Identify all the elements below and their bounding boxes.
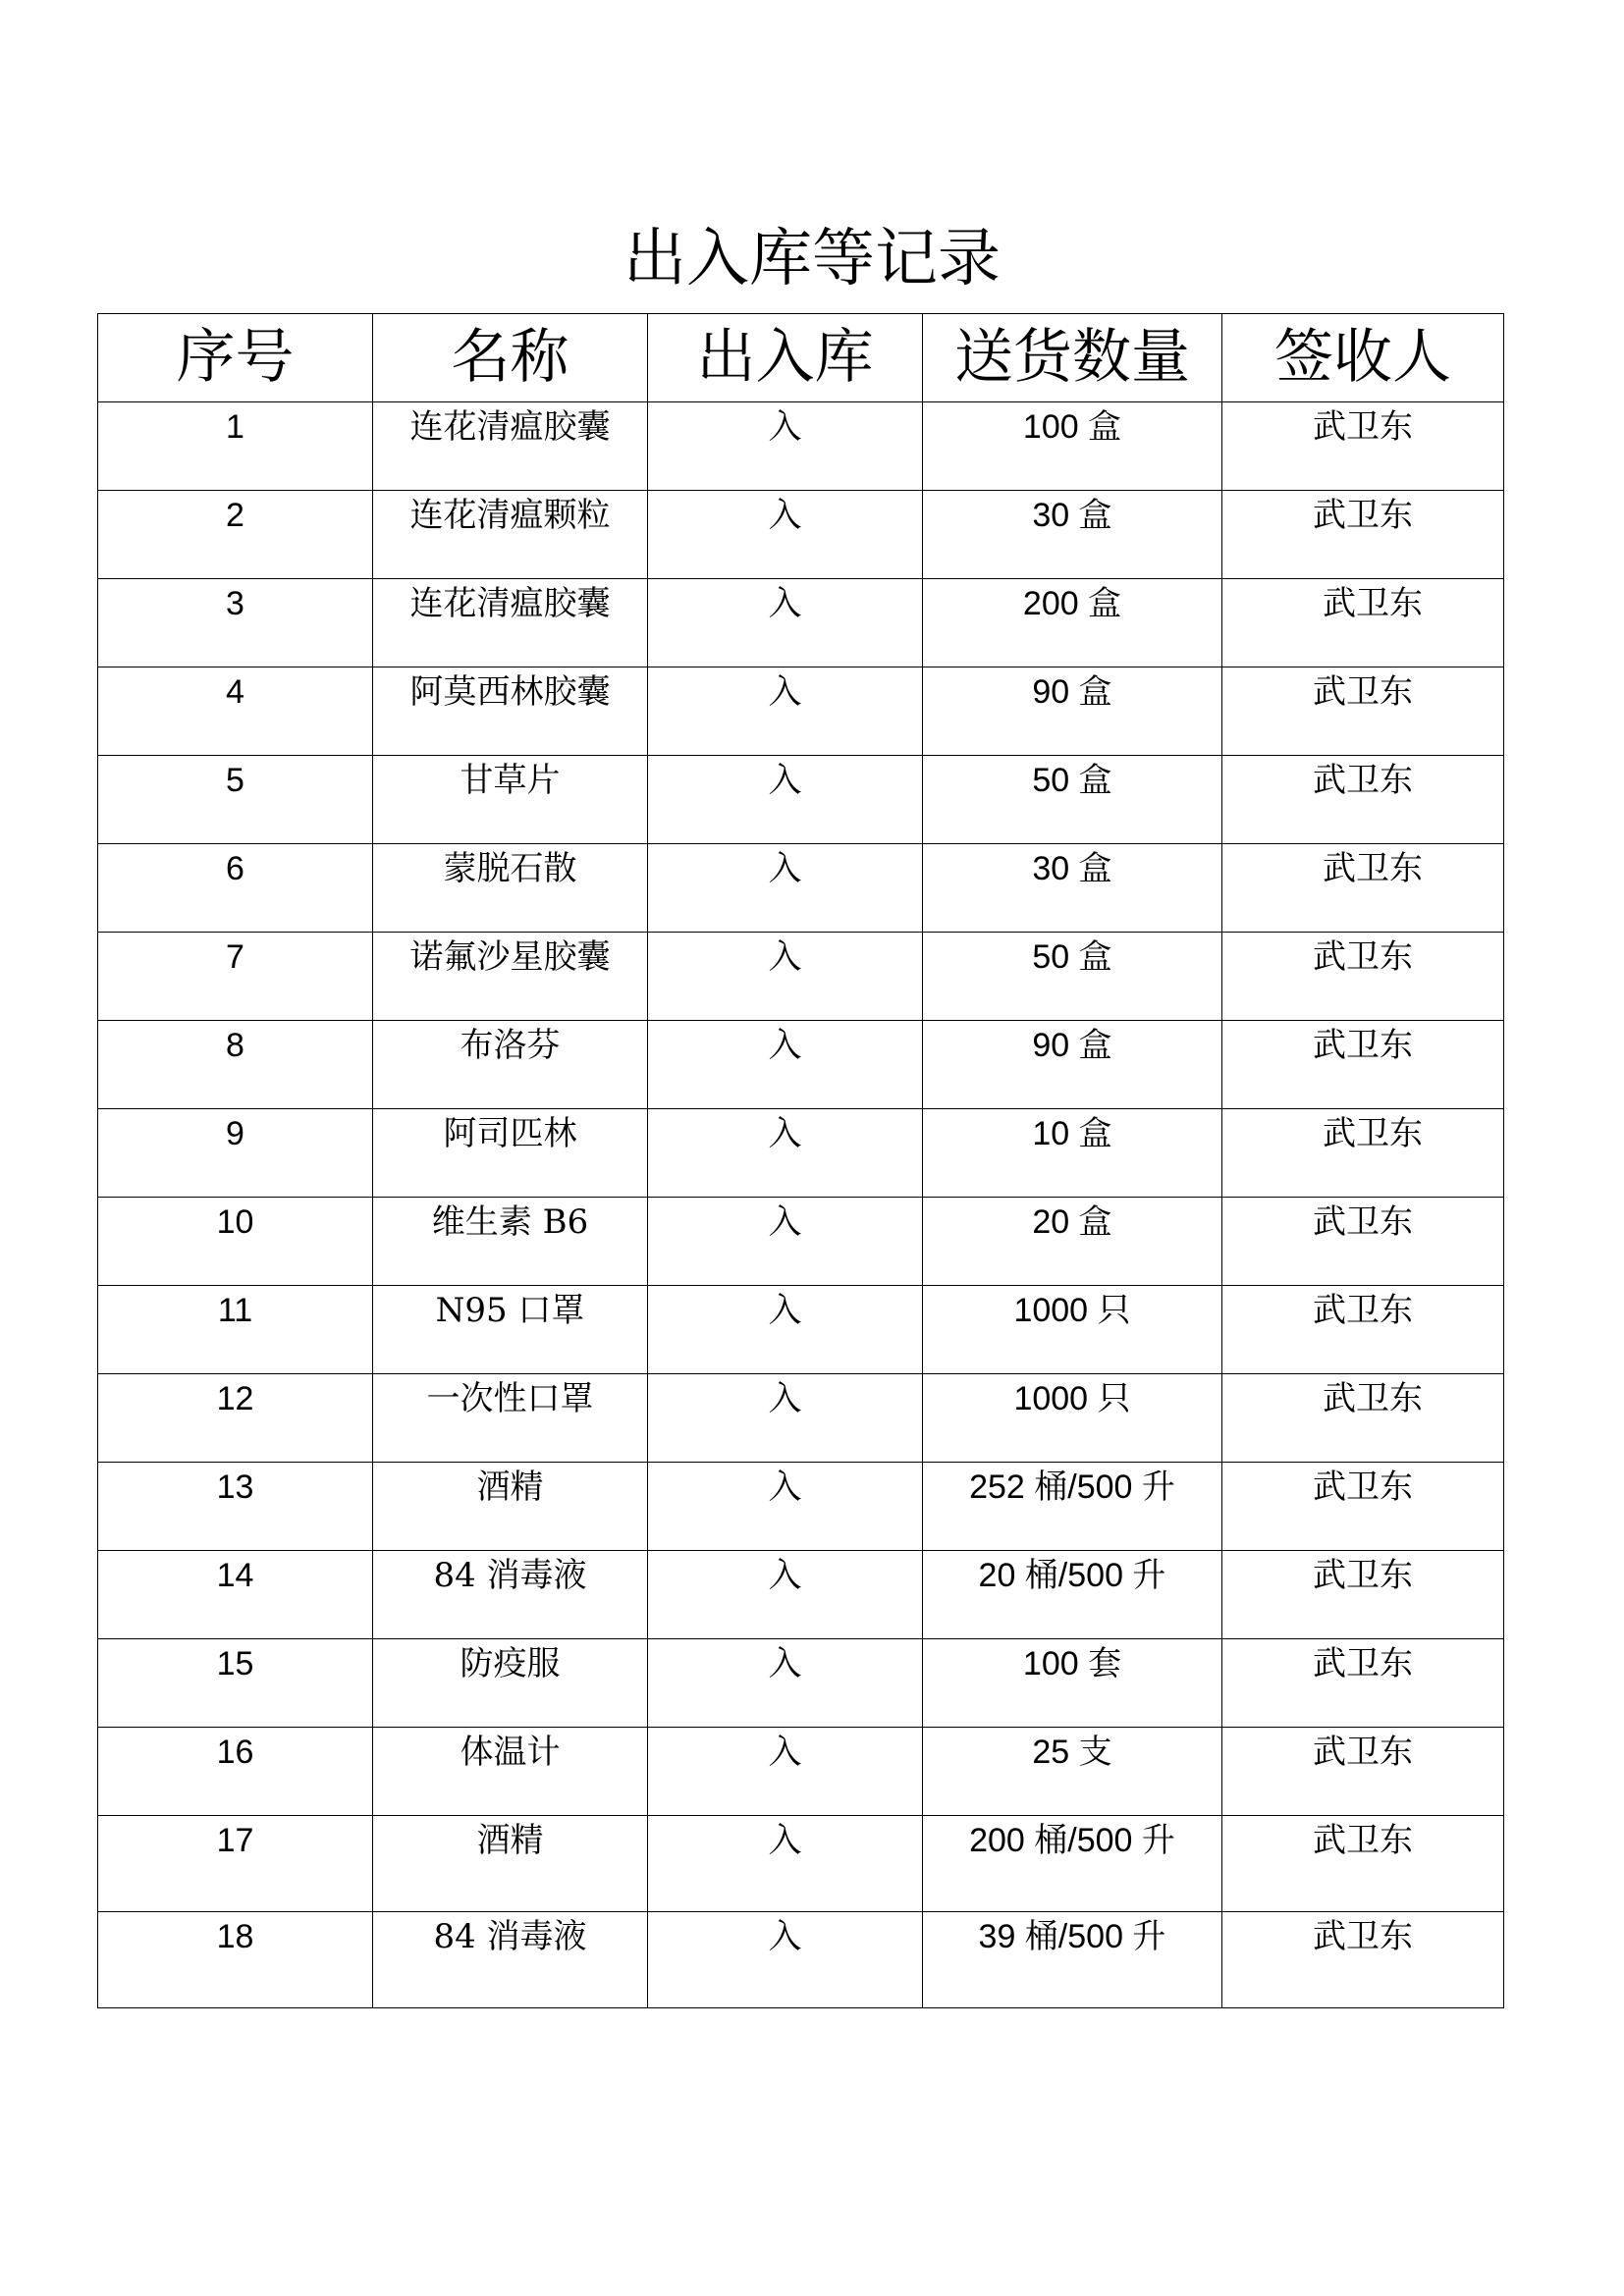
cell-signer [1222, 1912, 1504, 2008]
inventory-record-table [97, 313, 1504, 2008]
cell-quantity: 200 盒 [923, 579, 1222, 667]
cell-direction: 入 [648, 1109, 923, 1198]
header-quantity: 送货数量 [923, 314, 1222, 402]
table-row [98, 491, 1504, 579]
cell-index: 5 [98, 756, 373, 844]
cell-direction: 入 [648, 1374, 923, 1463]
cell-signer [1222, 1639, 1504, 1728]
cell-index: 10 [98, 1198, 373, 1286]
cell-signer [1222, 667, 1504, 756]
signer-text: 武卫东 [1323, 584, 1423, 623]
cell-index: 18 [98, 1912, 373, 2008]
cell-signer [1222, 1551, 1504, 1639]
cell-quantity: 50 盒 [923, 756, 1222, 844]
cell-index: 7 [98, 933, 373, 1021]
cell-index: 8 [98, 1021, 373, 1109]
cell-quantity: 20 桶/500 升 [923, 1551, 1222, 1639]
table-row [98, 579, 1504, 667]
table-row [98, 1816, 1504, 1912]
table-row [98, 402, 1504, 491]
table-row [98, 667, 1504, 756]
cell-signer [1222, 1816, 1504, 1912]
cell-quantity: 25 支 [923, 1728, 1222, 1816]
cell-name: 连花清瘟胶囊 [373, 402, 648, 491]
cell-index: 1 [98, 402, 373, 491]
cell-signer [1222, 1463, 1504, 1551]
cell-direction: 入 [648, 402, 923, 491]
signer-text: 武卫东 [1313, 1202, 1413, 1242]
cell-name: 布洛芬 [373, 1021, 648, 1109]
table-row [98, 1639, 1504, 1728]
cell-index: 2 [98, 491, 373, 579]
page-title: 出入库等记录 [623, 223, 1001, 295]
cell-name: 一次性口罩 [373, 1374, 648, 1463]
cell-quantity: 90 盒 [923, 667, 1222, 756]
cell-quantity: 10 盒 [923, 1109, 1222, 1198]
cell-signer [1222, 1021, 1504, 1109]
table-row [98, 933, 1504, 1021]
cell-index: 11 [98, 1286, 373, 1374]
cell-direction: 入 [648, 1551, 923, 1639]
cell-quantity: 1000 只 [923, 1286, 1222, 1374]
cell-index: 12 [98, 1374, 373, 1463]
signer-text: 武卫东 [1313, 1026, 1413, 1065]
cell-direction: 入 [648, 1816, 923, 1912]
header-row [98, 314, 1504, 402]
cell-direction: 入 [648, 1021, 923, 1109]
cell-quantity: 30 盒 [923, 844, 1222, 933]
cell-signer [1222, 844, 1504, 933]
signer-text: 武卫东 [1323, 1114, 1423, 1153]
cell-signer [1222, 491, 1504, 579]
cell-index: 4 [98, 667, 373, 756]
cell-name: 蒙脱石散 [373, 844, 648, 933]
cell-quantity: 50 盒 [923, 933, 1222, 1021]
cell-direction: 入 [648, 1198, 923, 1286]
cell-direction: 入 [648, 1912, 923, 2008]
cell-quantity: 39 桶/500 升 [923, 1912, 1222, 2008]
cell-direction: 入 [648, 579, 923, 667]
table-row [98, 1463, 1504, 1551]
cell-name: N95 口罩 [373, 1286, 648, 1374]
cell-direction: 入 [648, 1286, 923, 1374]
signer-text: 武卫东 [1313, 761, 1413, 800]
cell-index: 14 [98, 1551, 373, 1639]
cell-name: 阿莫西林胶囊 [373, 667, 648, 756]
signer-text: 武卫东 [1313, 496, 1413, 535]
cell-signer [1222, 1198, 1504, 1286]
signer-text: 武卫东 [1313, 1821, 1413, 1860]
cell-signer [1222, 1374, 1504, 1463]
cell-signer [1222, 756, 1504, 844]
signer-text: 武卫东 [1313, 1291, 1413, 1330]
header-direction: 出入库 [648, 314, 923, 402]
cell-index: 15 [98, 1639, 373, 1728]
cell-quantity: 30 盒 [923, 491, 1222, 579]
table-row [98, 1728, 1504, 1816]
cell-name: 阿司匹林 [373, 1109, 648, 1198]
cell-signer [1222, 933, 1504, 1021]
cell-name: 防疫服 [373, 1639, 648, 1728]
signer-text: 武卫东 [1313, 1733, 1413, 1772]
signer-text: 武卫东 [1313, 1468, 1413, 1507]
cell-direction: 入 [648, 756, 923, 844]
signer-text: 武卫东 [1323, 849, 1423, 888]
cell-quantity: 20 盒 [923, 1198, 1222, 1286]
cell-name: 84 消毒液 [373, 1912, 648, 2008]
cell-quantity: 200 桶/500 升 [923, 1816, 1222, 1912]
table-row [98, 1286, 1504, 1374]
signer-text: 武卫东 [1313, 1556, 1413, 1595]
cell-direction: 入 [648, 1639, 923, 1728]
table-row [98, 1109, 1504, 1198]
cell-name: 甘草片 [373, 756, 648, 844]
cell-index: 6 [98, 844, 373, 933]
cell-signer [1222, 1728, 1504, 1816]
cell-name: 酒精 [373, 1463, 648, 1551]
cell-direction: 入 [648, 667, 923, 756]
cell-name: 酒精 [373, 1816, 648, 1912]
table-body [98, 402, 1504, 2008]
cell-quantity: 1000 只 [923, 1374, 1222, 1463]
table-row [98, 844, 1504, 933]
cell-signer [1222, 1286, 1504, 1374]
header-signer: 签收人 [1222, 314, 1504, 402]
cell-name: 维生素 B6 [373, 1198, 648, 1286]
signer-text: 武卫东 [1313, 1644, 1413, 1683]
cell-name: 连花清瘟胶囊 [373, 579, 648, 667]
cell-name: 84 消毒液 [373, 1551, 648, 1639]
table-header [98, 314, 1504, 402]
cell-direction: 入 [648, 1728, 923, 1816]
cell-quantity: 100 套 [923, 1639, 1222, 1728]
table-row [98, 756, 1504, 844]
signer-text: 武卫东 [1313, 1917, 1413, 1956]
signer-text: 武卫东 [1313, 407, 1413, 447]
signer-text: 武卫东 [1323, 1379, 1423, 1418]
cell-name: 诺氟沙星胶囊 [373, 933, 648, 1021]
cell-index: 3 [98, 579, 373, 667]
header-name: 名称 [373, 314, 648, 402]
cell-direction: 入 [648, 933, 923, 1021]
signer-text: 武卫东 [1313, 672, 1413, 712]
table-row [98, 1374, 1504, 1463]
signer-text: 武卫东 [1313, 937, 1413, 977]
table-row [98, 1551, 1504, 1639]
cell-signer [1222, 579, 1504, 667]
cell-direction: 入 [648, 844, 923, 933]
cell-signer [1222, 1109, 1504, 1198]
cell-name: 连花清瘟颗粒 [373, 491, 648, 579]
cell-index: 13 [98, 1463, 373, 1551]
cell-direction: 入 [648, 1463, 923, 1551]
cell-quantity: 252 桶/500 升 [923, 1463, 1222, 1551]
cell-direction: 入 [648, 491, 923, 579]
cell-index: 9 [98, 1109, 373, 1198]
cell-index: 17 [98, 1816, 373, 1912]
cell-signer [1222, 402, 1504, 491]
table-row [98, 1912, 1504, 2008]
header-index: 序号 [98, 314, 373, 402]
cell-quantity: 100 盒 [923, 402, 1222, 491]
table-row [98, 1021, 1504, 1109]
cell-index: 16 [98, 1728, 373, 1816]
cell-name: 体温计 [373, 1728, 648, 1816]
table-row [98, 1198, 1504, 1286]
cell-quantity: 90 盒 [923, 1021, 1222, 1109]
